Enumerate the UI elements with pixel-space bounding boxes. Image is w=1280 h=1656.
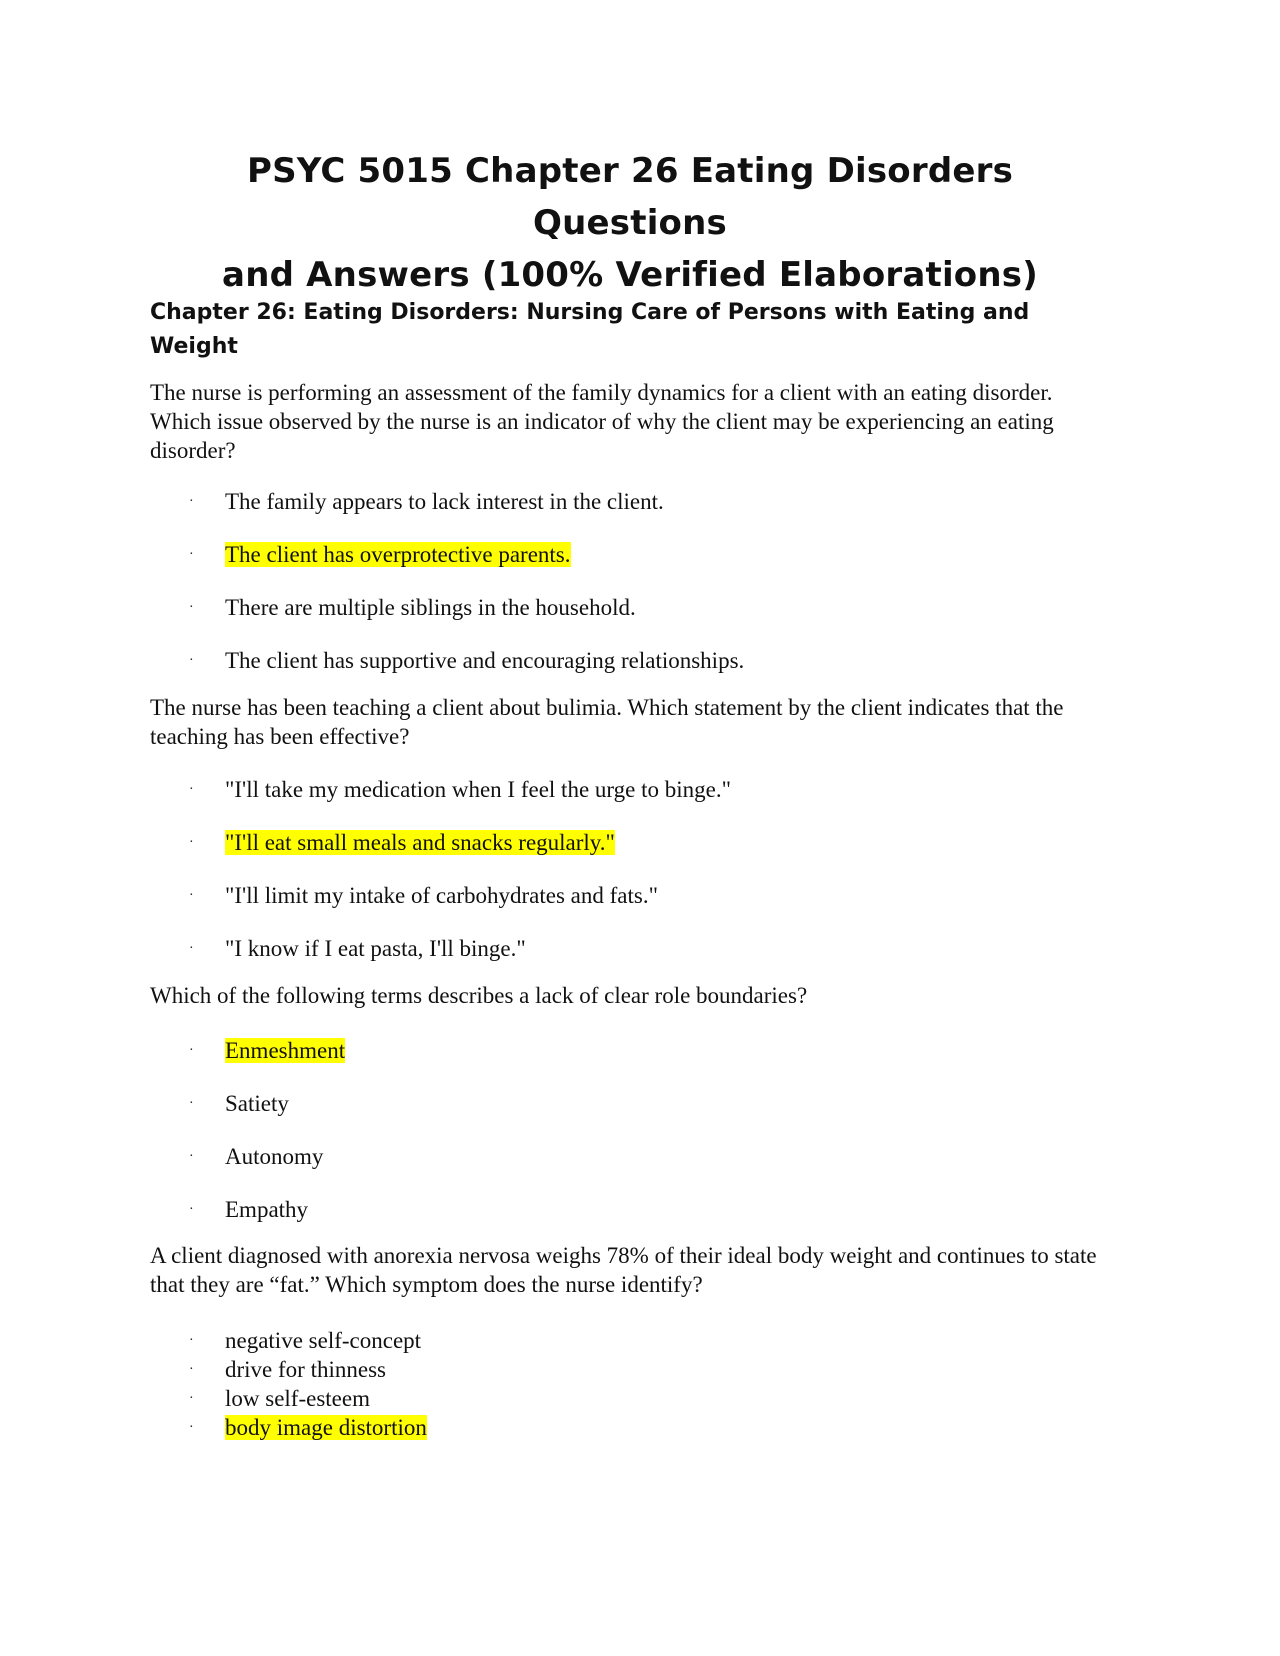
question-3-option-2 [150, 1089, 1110, 1118]
bullet-icon: · [189, 1333, 194, 1348]
option-text: Empathy [225, 1197, 309, 1222]
question-1-text: The nurse is performing an assessment of the family dynamics for a client with an eating disorder. Which issue observed by the nurse is an indicator of why the client may be experiencing an eating disorder? [150, 380, 1054, 463]
bullet-icon: · [189, 600, 194, 615]
question-4-option-1 [150, 1326, 1110, 1355]
bullet-icon: · [189, 1420, 194, 1435]
option-text: There are multiple siblings in the household. [225, 595, 636, 620]
option-text: Autonomy [225, 1144, 324, 1169]
bullet-icon: · [189, 888, 194, 903]
option-text-highlighted: "I'll eat small meals and snacks regularly." [225, 830, 615, 855]
option-text-highlighted: The client has overprotective parents. [225, 542, 571, 567]
question-3-option-4 [150, 1195, 1110, 1224]
question-2-option-2 [150, 828, 1110, 857]
question-4-options [150, 1326, 1110, 1442]
option-text: low self-esteem [225, 1386, 370, 1411]
bullet-icon: · [189, 941, 194, 956]
bullet-icon: · [189, 1096, 194, 1111]
chapter-subtitle: Chapter 26: Eating Disorders: Nursing Care of Persons with Eating and Weight [150, 300, 1030, 359]
question-1-option-2 [150, 540, 1110, 569]
option-text: negative self-concept [225, 1328, 422, 1353]
bullet-icon: · [189, 1362, 194, 1377]
bullet-icon: · [189, 1391, 194, 1406]
option-text: drive for thinness [225, 1357, 386, 1382]
question-2-text: The nurse has been teaching a client about bulimia. Which statement by the client indicates that the teaching has been effective? [150, 695, 1064, 749]
question-1-option-1 [150, 487, 1110, 516]
question-3-text: Which of the following terms describes a lack of clear role boundaries? [150, 983, 808, 1008]
title-line-2: and Answers (100% Verified Elaborations) [222, 255, 1038, 295]
bullet-icon: · [189, 835, 194, 850]
bullet-icon: · [189, 653, 194, 668]
option-text: The family appears to lack interest in the client. [225, 489, 664, 514]
option-text: "I'll take my medication when I feel the urge to binge." [225, 777, 731, 802]
question-2-option-4 [150, 934, 1110, 963]
option-text: "I know if I eat pasta, I'll binge." [225, 936, 526, 961]
bullet-icon: · [189, 782, 194, 797]
option-text: The client has supportive and encouraging relationships. [225, 648, 745, 673]
question-4-text: A client diagnosed with anorexia nervosa weighs 78% of their ideal body weight and continues to state that they are “fat.” Which symptom does the nurse identify? [150, 1243, 1097, 1297]
option-text: "I'll limit my intake of carbohydrates and fats." [225, 883, 658, 908]
question-4-option-2 [150, 1355, 1110, 1384]
question-1-options [150, 487, 1110, 675]
question-1-option-3 [150, 593, 1110, 622]
bullet-icon: · [189, 1043, 194, 1058]
bullet-icon: · [189, 494, 194, 509]
question-4-option-3 [150, 1384, 1110, 1413]
question-1-option-4 [150, 646, 1110, 675]
bullet-icon: · [189, 1202, 194, 1217]
question-2-options [150, 775, 1110, 963]
question-3-options [150, 1036, 1110, 1224]
option-text-highlighted: Enmeshment [225, 1038, 346, 1063]
question-2-option-3 [150, 881, 1110, 910]
question-3-option-3 [150, 1142, 1110, 1171]
option-text: Satiety [225, 1091, 289, 1116]
question-3-option-1 [150, 1036, 1110, 1065]
document-title [150, 145, 1110, 301]
question-2-option-1 [150, 775, 1110, 804]
option-text-highlighted: body image distortion [225, 1415, 427, 1440]
bullet-icon: · [189, 1149, 194, 1164]
title-line-1: PSYC 5015 Chapter 26 Eating Disorders Questions [246, 151, 1014, 243]
bullet-icon: · [189, 547, 194, 562]
question-4-option-4 [150, 1413, 1110, 1442]
